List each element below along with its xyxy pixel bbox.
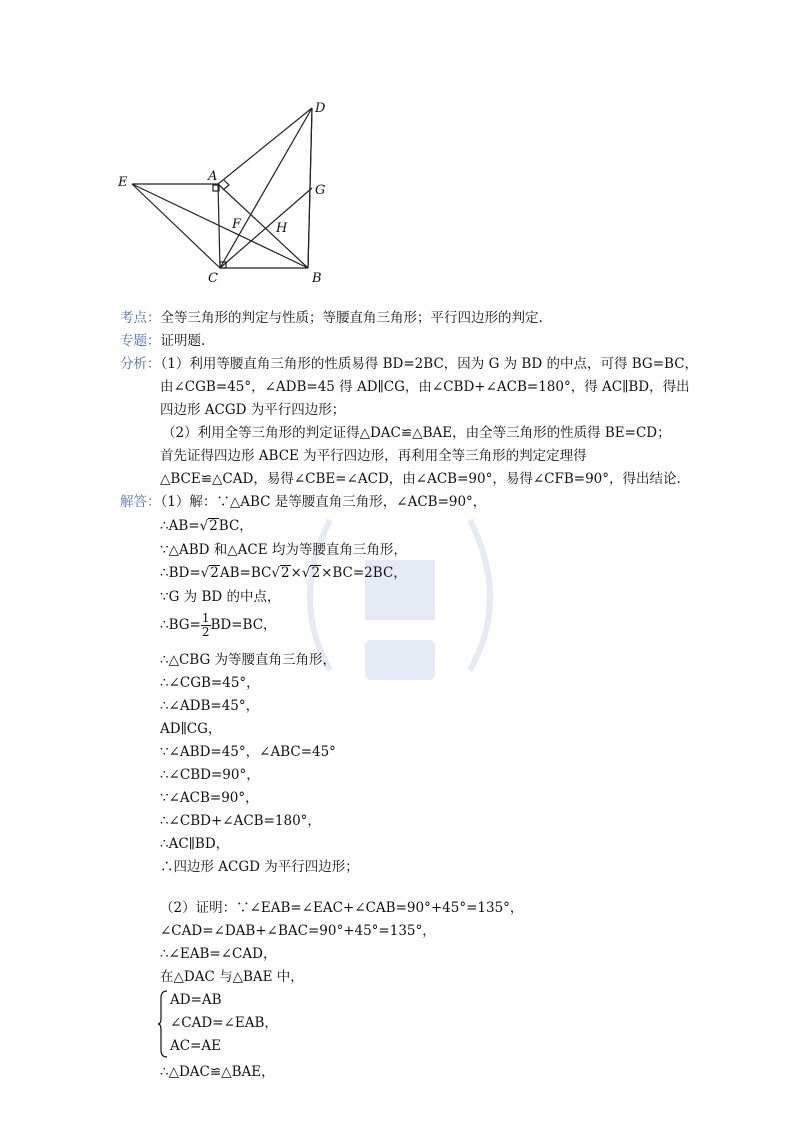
jieda-line: ∴∠CGB=45°， — [160, 675, 260, 691]
fenxi-row — [120, 354, 698, 374]
system-eq: AC=AE — [170, 1038, 221, 1054]
jieda-line: ∴四边形 ACGD 为平行四边形； — [160, 859, 359, 875]
jieda-line: ∠CAD=∠DAB+∠BAC=90°+45°=135°， — [160, 923, 436, 939]
jieda-row — [120, 492, 486, 512]
jieda-line: ∴△CBG 为等腰直角三角形， — [160, 652, 337, 668]
jieda-line: AD∥CG， — [160, 721, 222, 737]
fenxi-label: 分析： — [120, 356, 161, 372]
jieda-line: ∴∠CBD+∠ACB=180°， — [160, 813, 321, 829]
jieda-line: ∴∠ADB=45°， — [160, 698, 260, 714]
zhuanti-row — [120, 331, 205, 351]
kaodian-text: 全等三角形的判定与性质；等腰直角三角形；平行四边形的判定. — [160, 310, 543, 326]
jieda-line: ∵G 为 BD 的中点， — [160, 589, 281, 605]
fenxi-line: 由∠CGB=45°，∠ADB=45 得 AD∥CG，由∠CBD+∠ACB=180°，得 AC∥BD，得出 — [160, 379, 690, 395]
point-label-D: D — [315, 101, 326, 116]
fenxi-line: 四边形 ACGD 为平行四边形； — [160, 402, 346, 418]
fenxi-line: 首先证得四边形 ABCE 为平行四边形，再利用全等三角形的判定定理得 — [160, 448, 587, 464]
point-label-F: F — [232, 217, 242, 232]
jieda-line: （1）解：∵△ABC 是等腰直角三角形，∠ACB=90°， — [160, 494, 487, 510]
jieda-line: ∴∠EAB=∠CAD， — [160, 946, 277, 962]
system-eq: AD=AB — [170, 992, 222, 1008]
fenxi-line: △BCE≌△CAD，易得∠CBE=∠ACD，由∠ACB=90°，易得∠CFB=90°，得出结论. — [160, 471, 681, 487]
jieda-line: ∵△ABD 和△ACE 均为等腰直角三角形， — [160, 542, 407, 558]
jieda-line: ∵∠ACB=90°， — [160, 790, 259, 806]
zhuanti-label: 专题： — [120, 333, 161, 349]
jieda-line: ∵∠ABD=45°，∠ABC=45° — [160, 744, 336, 760]
point-label-G: G — [315, 183, 326, 198]
point-label-B: B — [312, 271, 322, 286]
fenxi-line: （2）利用全等三角形的判定证得△DAC≌△BAE，由全等三角形的性质得 BE=CD； — [162, 425, 671, 441]
jieda-line: 在△DAC 与△BAE 中， — [160, 969, 304, 985]
jieda-line: ∴△DAC≌△BAE， — [160, 1064, 275, 1080]
zhuanti-text: 证明题. — [160, 333, 206, 349]
jieda-line: （2）证明：∵∠EAB=∠EAC+∠CAB=90°+45°=135°， — [160, 900, 524, 916]
jieda-line: ∴AC∥BD， — [160, 836, 230, 852]
system-brace-icon — [158, 990, 168, 1058]
point-label-A: A — [208, 169, 218, 184]
point-label-C: C — [208, 271, 218, 286]
jieda-line: ∴∠CBD=90°， — [160, 767, 260, 783]
point-label-E: E — [118, 175, 128, 190]
fenxi-line: （1）利用等腰直角三角形的性质易得 BD=2BC，因为 G 为 BD 的中点，可得 BG=BC， — [160, 356, 699, 372]
jieda-bd-line: ∴BD=√2AB=BC√2×√2×BC=2BC， — [160, 565, 407, 581]
kaodian-label: 考点： — [120, 310, 161, 326]
system-eq: ∠CAD=∠EAB， — [170, 1015, 278, 1031]
geometry-figure — [110, 90, 350, 290]
jieda-label: 解答： — [120, 494, 161, 510]
kaodian-row — [120, 308, 543, 328]
jieda-bg-line: ∴BG= $\frac{1}{2}$ BD=BC， — [160, 611, 277, 639]
jieda-ab-line: ∴AB=√2BC， — [160, 518, 253, 534]
point-label-H: H — [276, 221, 288, 236]
